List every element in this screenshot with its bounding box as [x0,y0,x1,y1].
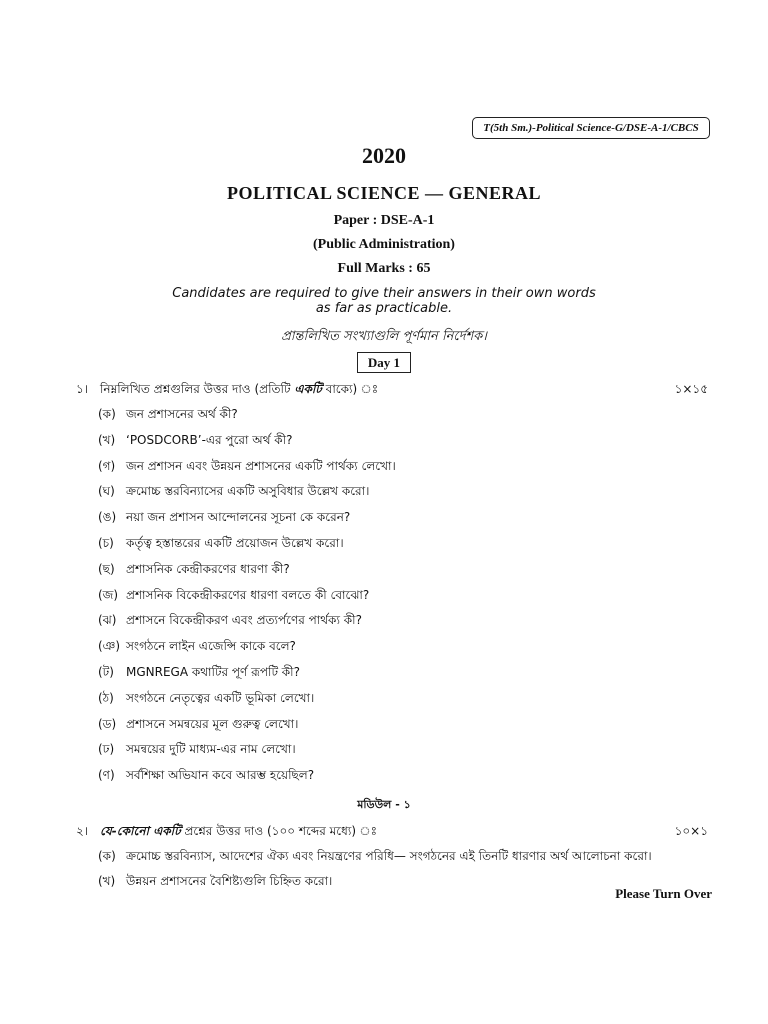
question-1-item-text: জন প্রশাসনের অর্থ কী? [126,407,238,421]
question-1-item [98,612,362,632]
question-2-text [100,823,377,843]
question-1-item-label: (চ) [98,536,114,550]
question-1-item-text: প্রশাসনিক কেন্দ্রীকরণের ধারণা কী? [126,561,290,576]
question-2-item-label: (ক) [98,849,116,863]
question-1-item-text: সংগঠনে লাইন এজেন্সি কাকে বলে? [126,639,296,654]
question-1-item-text: ‘POSDCORB’-এর পুরো অর্থ কী? [126,432,293,447]
paper-code-box: T(5th Sm.)-Political Science-G/DSE-A-1/CBCS [472,117,710,139]
question-1-item-label: (ঙ) [98,510,117,525]
question-2-item-text: ক্রমোচ্চ স্তরবিন্যাস, আদেশের ঐক্য এবং নিয়ন্ত্রণের পরিধি— সংগঠনের এই তিনটি ধারণার অর্থ আলোচনা করো। [126,849,652,863]
q2-text-emph: যে-কোনো একটি [100,824,181,838]
question-1-item [98,664,300,684]
day-label: Day 1 [357,352,411,373]
question-1-item-text: সংগঠনে নেতৃত্বের একটি ভূমিকা লেখো। [126,690,315,705]
paper-code: Paper : DSE-A-1 [333,213,435,228]
question-1-item-label: (ঘ) [98,484,115,499]
question-1-marks: ১×১৫ [674,382,708,396]
paper-subtitle: (Public Administration) [313,237,455,252]
question-1-item-text: জন প্রশাসন এবং উন্নয়ন প্রশাসনের একটি পার্থক্য লেখো। [126,458,396,473]
question-1-item [98,587,369,607]
question-1-item-text: ক্রমোচ্চ স্তরবিন্যাসের একটি অসুবিধার উল্লেখ করো। [126,484,370,499]
exam-year: 2020 [362,143,406,168]
question-1-item-text: নয়া জন প্রশাসন আন্দোলনের সূচনা কে করেন? [126,510,351,525]
question-1-item-label: (ড) [98,716,117,731]
question-2-item-label: (খ) [98,874,116,888]
question-1-item-label: (ঠ) [98,690,114,705]
question-2-item-text: উন্নয়ন প্রশাসনের বৈশিষ্ট্যগুলি চিহ্নিত করো। [126,874,333,888]
full-marks: Full Marks : 65 [337,261,431,276]
question-1-item-text: MGNREGA কথাটির পূর্ণ রূপটি কী? [126,665,300,679]
subject-title: POLITICAL SCIENCE — GENERAL [226,183,542,203]
question-2-number: ২। [76,824,89,838]
question-1-item [98,483,369,503]
question-1-text [100,381,378,401]
question-1-item [98,535,344,555]
question-1-item-label: (ঝ) [98,613,117,628]
question-1-item-label: (খ) [98,432,116,447]
please-turn-over: Please Turn Over [615,886,712,901]
question-1-item [98,716,298,736]
question-1-item [98,509,350,529]
question-1-item-text: সমন্বয়ের দুটি মাধ্যম-এর নাম লেখো। [126,742,296,757]
question-1-item [98,458,396,478]
question-1-item-label: (ঢ) [98,742,115,757]
question-1-number: ১। [76,382,89,396]
question-2-marks: ১০×১ [674,824,708,838]
question-1-item-text: প্রশাসনে বিকেন্দ্রীকরণ এবং প্রত্যর্পণের পার্থক্য কী? [126,613,362,628]
q1-text-after: বাক্যে) ঃ [321,382,379,396]
question-1-item-label: (ট) [98,665,114,679]
question-2-item [98,873,332,893]
question-1-item-label: (ছ) [98,561,115,576]
q2-text-after: প্রশ্নের উত্তর দাও (১০০ শব্দের মধ্যে) ঃ [180,824,377,838]
question-1-item [98,638,296,658]
instruction-line-1: Candidates are required to give their answers in their own words [172,286,596,301]
module-heading: মডিউল - ১ [357,798,411,811]
question-1-item [98,561,290,581]
question-1-item-text: প্রশাসনিক বিকেন্দ্রীকরণের ধারণা বলতে কী বোঝো? [126,587,370,602]
instruction-bengali: প্রান্তলিখিত সংখ্যাগুলি পূর্ণমান নির্দেশক। [281,329,487,344]
question-1-item-text: কর্তৃত্ব হস্তান্তরের একটি প্রয়োজন উল্লেখ করো। [126,536,344,550]
question-1-item-text: সর্বশিক্ষা অভিযান কবে আরম্ভ হয়েছিল? [126,768,315,783]
question-1-item [98,432,292,452]
question-1-item-label: (ঞ) [98,639,121,654]
question-1-item [98,406,238,426]
q1-text-emph: একটি [294,382,322,396]
instructions [0,286,768,316]
question-1-item [98,741,296,761]
question-1-item-label: (গ) [98,458,116,473]
instruction-line-2: as far as practicable. [315,301,453,316]
q1-text-before: নিম্নলিখিত প্রশ্নগুলির উত্তর দাও (প্রতিটি [100,382,295,396]
question-1-item-label: (ণ) [98,768,115,783]
question-1-item-label: (ক) [98,407,116,421]
question-1-item-label: (জ) [98,587,119,602]
question-1-item-text: প্রশাসনে সমন্বয়ের মূল গুরুত্ব লেখো। [126,716,299,731]
question-1-item [98,767,314,787]
question-2-item [98,848,652,868]
question-1-item [98,690,314,710]
